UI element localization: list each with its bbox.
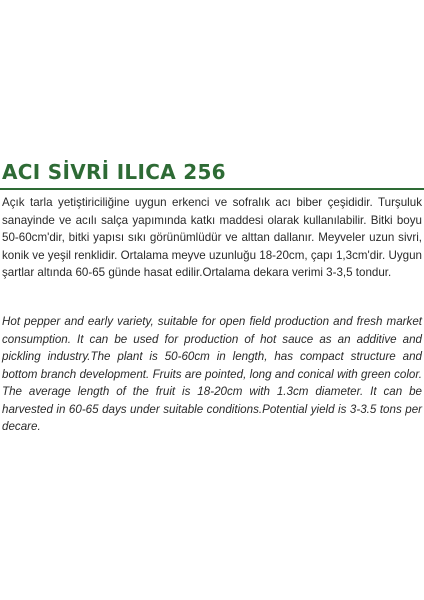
description-turkish: Açık tarla yetiştiriciliğine uygun erkenci ve sofralık acı biber çeşididir. Turşuluk sanayinde ve acılı salça yapımında katkı maddesi olarak kullanılabilir. Bitki boyu 50-60cm'dir, bitki yapısı sıkı görünümlüdür ve alttan dallanır. Meyveler uzun sivri, konik ve yeşil renklidir. Ortalama meyve uzunluğu 18-20cm, çapı 1,3cm'dir. Uygun şartlar altında 60-65 günde hasat edilir.Ortalama dekara verimi 3-3,5 tondur.	[2, 196, 422, 279]
title-divider	[0, 188, 424, 190]
description-english: Hot pepper and early variety, suitable for open field production and fresh market consumption. It can be used for production of hot sauce as an additive and pickling industry.The plant is 50-60cm in length, has compact structure and bottom branch development. Fruits are pointed, long and conical with green color. The average length of the fruit is 18-20cm with 1.3cm diameter. It can be harvested in 60-65 days under suitable conditions.Potential yield is 3-3.5 tons per decare.	[2, 315, 422, 433]
product-title: ACI SİVRİ ILICA 256	[2, 160, 226, 184]
